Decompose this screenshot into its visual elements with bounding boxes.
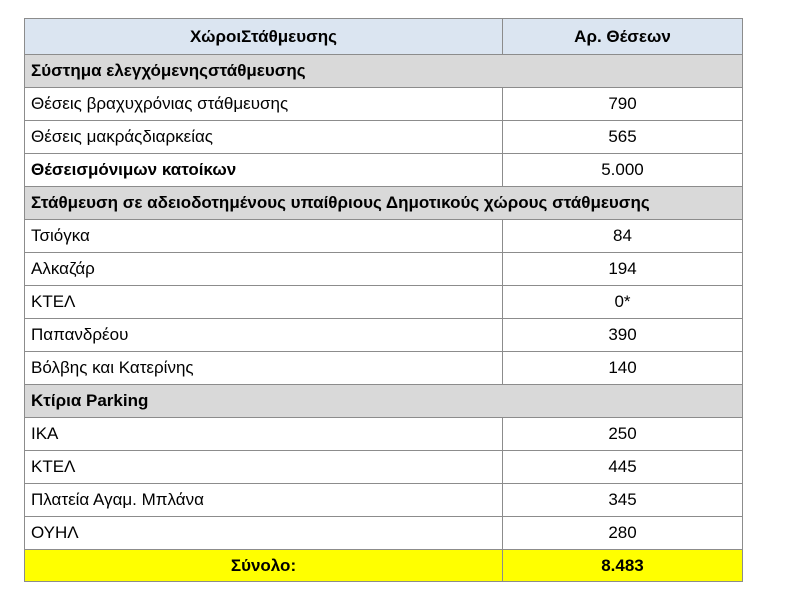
row-name: Θέσεισμόνιμων κατοίκων [25, 154, 503, 187]
section-title: Κτίρια Parking [25, 385, 743, 418]
row-value: 280 [503, 517, 743, 550]
table-row [25, 319, 743, 352]
row-value: 790 [503, 88, 743, 121]
section-title: Σύστημα ελεγχόμενηςστάθμευσης [25, 55, 743, 88]
total-row [25, 550, 743, 582]
total-value: 8.483 [503, 550, 743, 582]
row-name: Θέσεις μακράςδιαρκείας [25, 121, 503, 154]
row-value: 250 [503, 418, 743, 451]
row-name: Πλατεία Αγαμ. Μπλάνα [25, 484, 503, 517]
section-title: Στάθμευση σε αδειοδοτημένους υπαίθριους Δημοτικούς χώρους στάθμευσης [25, 187, 743, 220]
section-row [25, 55, 743, 88]
table-row [25, 286, 743, 319]
row-name: Αλκαζάρ [25, 253, 503, 286]
table-row [25, 121, 743, 154]
row-name: ΙΚΑ [25, 418, 503, 451]
row-value: 194 [503, 253, 743, 286]
header-parking-areas: ΧώροιΣτάθμευσης [25, 19, 503, 55]
row-value: 345 [503, 484, 743, 517]
row-value: 140 [503, 352, 743, 385]
row-name: Τσιόγκα [25, 220, 503, 253]
section-row [25, 385, 743, 418]
row-name: ΚΤΕΛ [25, 286, 503, 319]
table-row [25, 418, 743, 451]
header-spaces-count: Αρ. Θέσεων [503, 19, 743, 55]
row-name: ΚΤΕΛ [25, 451, 503, 484]
row-name: Θέσεις βραχυχρόνιας στάθμευσης [25, 88, 503, 121]
table-row [25, 484, 743, 517]
row-value: 0* [503, 286, 743, 319]
row-name: ΟΥΗΛ [25, 517, 503, 550]
row-value: 390 [503, 319, 743, 352]
row-value: 445 [503, 451, 743, 484]
row-name: Βόλβης και Κατερίνης [25, 352, 503, 385]
total-label: Σύνολο: [25, 550, 503, 582]
row-name: Παπανδρέου [25, 319, 503, 352]
table-row [25, 517, 743, 550]
parking-table [24, 18, 743, 582]
table-row [25, 220, 743, 253]
table-row [25, 451, 743, 484]
section-row [25, 187, 743, 220]
row-value: 565 [503, 121, 743, 154]
row-value: 5.000 [503, 154, 743, 187]
table-row [25, 88, 743, 121]
table-row [25, 352, 743, 385]
row-value: 84 [503, 220, 743, 253]
table-row [25, 253, 743, 286]
table-row [25, 154, 743, 187]
table-header-row [25, 19, 743, 55]
